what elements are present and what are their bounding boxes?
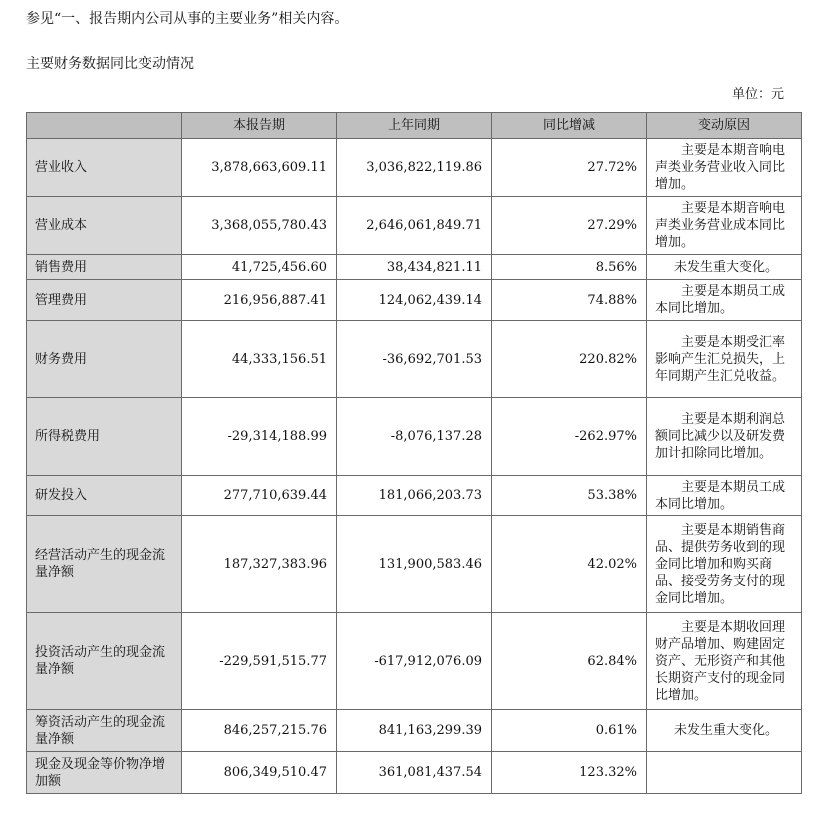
row-current: 187,327,383.96	[182, 516, 337, 613]
header-item	[27, 113, 182, 139]
row-item: 所得税费用	[27, 398, 182, 476]
table-header-row	[27, 113, 802, 139]
row-prior: 361,081,437.54	[337, 752, 492, 794]
row-change: 27.29%	[492, 197, 647, 255]
row-prior: 38,434,821.11	[337, 255, 492, 280]
row-reason	[647, 516, 802, 613]
row-prior: 2,646,061,849.71	[337, 197, 492, 255]
header-yoy-change: 同比增减	[492, 113, 647, 139]
row-reason	[647, 613, 802, 710]
table-row	[27, 255, 802, 280]
row-reason	[647, 139, 802, 197]
intro-text: 参见“一、报告期内公司从事的主要业务”相关内容。	[26, 11, 349, 27]
row-item: 现金及现金等价物净增加额	[27, 752, 182, 794]
row-change: 42.02%	[492, 516, 647, 613]
table-row	[27, 752, 802, 794]
row-change: 53.38%	[492, 476, 647, 516]
row-change: 27.72%	[492, 139, 647, 197]
row-prior: 3,036,822,119.86	[337, 139, 492, 197]
row-current: 3,368,055,780.43	[182, 197, 337, 255]
row-change: -262.97%	[492, 398, 647, 476]
row-reason	[647, 321, 802, 398]
row-current: 41,725,456.60	[182, 255, 337, 280]
row-prior: 841,163,299.39	[337, 710, 492, 752]
header-current-period: 本报告期	[182, 113, 337, 139]
row-change: 0.61%	[492, 710, 647, 752]
row-change: 74.88%	[492, 280, 647, 321]
row-change: 123.32%	[492, 752, 647, 794]
row-prior: -36,692,701.53	[337, 321, 492, 398]
table-row	[27, 197, 802, 255]
row-reason-text: 主要是本期利润总额同比减少以及研发费加计扣除同比增加。	[655, 412, 786, 461]
row-change: 220.82%	[492, 321, 647, 398]
table-row	[27, 280, 802, 321]
header-prior-period: 上年同期	[337, 113, 492, 139]
row-change: 62.84%	[492, 613, 647, 710]
row-current: 216,956,887.41	[182, 280, 337, 321]
table-row	[27, 398, 802, 476]
table-row	[27, 321, 802, 398]
row-reason-text: 主要是本期收回理财产品增加、购建固定资产、无形资产和其他长期资产支付的现金同比增加。	[655, 619, 786, 703]
row-item: 销售费用	[27, 255, 182, 280]
row-reason	[647, 280, 802, 321]
row-prior: 131,900,583.46	[337, 516, 492, 613]
row-item: 营业成本	[27, 197, 182, 255]
row-item: 财务费用	[27, 321, 182, 398]
row-item: 管理费用	[27, 280, 182, 321]
row-current: -29,314,188.99	[182, 398, 337, 476]
row-item: 筹资活动产生的现金流量净额	[27, 710, 182, 752]
table-row	[27, 476, 802, 516]
row-item: 研发投入	[27, 476, 182, 516]
row-reason: 未发生重大变化。	[647, 710, 802, 752]
table-row	[27, 516, 802, 613]
row-current: 806,349,510.47	[182, 752, 337, 794]
row-reason-text: 主要是本期受汇率影响产生汇兑损失，上年同期产生汇兑收益。	[655, 334, 786, 384]
row-reason	[647, 476, 802, 516]
row-reason-text: 主要是本期员工成本同比增加。	[655, 479, 786, 512]
row-reason-text: 主要是本期音响电声类业务营业成本同比增加。	[655, 201, 786, 250]
row-reason-text: 主要是本期员工成本同比增加。	[655, 284, 786, 316]
row-reason	[647, 197, 802, 255]
row-current: 44,333,156.51	[182, 321, 337, 398]
table-row	[27, 710, 802, 752]
row-current: -229,591,515.77	[182, 613, 337, 710]
row-prior: -8,076,137.28	[337, 398, 492, 476]
table-row	[27, 613, 802, 710]
row-reason: 未发生重大变化。	[647, 255, 802, 280]
row-current: 3,878,663,609.11	[182, 139, 337, 197]
row-item: 营业收入	[27, 139, 182, 197]
row-prior: 124,062,439.14	[337, 280, 492, 321]
row-prior: -617,912,076.09	[337, 613, 492, 710]
row-item: 投资活动产生的现金流量净额	[27, 613, 182, 710]
row-current: 277,710,639.44	[182, 476, 337, 516]
row-reason	[647, 398, 802, 476]
unit-label: 单位：元	[731, 87, 784, 102]
header-reason: 变动原因	[647, 113, 802, 139]
section-title: 主要财务数据同比变动情况	[26, 56, 194, 72]
row-reason-text: 主要是本期音响电声类业务营业收入同比增加。	[655, 143, 786, 192]
financial-data-table	[26, 112, 802, 794]
table-row	[27, 139, 802, 197]
row-reason-text: 主要是本期销售商品、提供劳务收到的现金同比增加和购买商品、接受劳务支付的现金同比增加。	[655, 522, 786, 606]
row-change: 8.56%	[492, 255, 647, 280]
row-reason	[647, 752, 802, 794]
row-prior: 181,066,203.73	[337, 476, 492, 516]
row-current: 846,257,215.76	[182, 710, 337, 752]
row-item: 经营活动产生的现金流量净额	[27, 516, 182, 613]
